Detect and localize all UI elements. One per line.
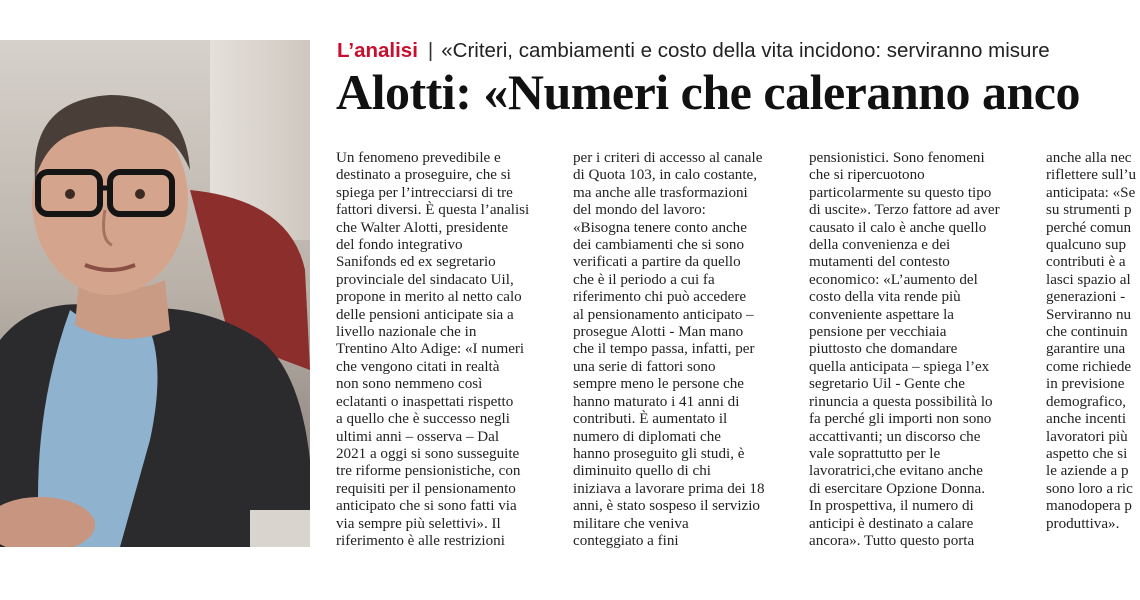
- text-line: propone in merito al netto calo: [336, 289, 522, 306]
- text-line: provinciale del sindacato Uil,: [336, 271, 514, 288]
- text-line: che si ripercuotono: [809, 167, 925, 184]
- text-line: manodopera p: [1046, 498, 1132, 515]
- text-line: produttiva».: [1046, 515, 1120, 532]
- text-line: riferimento è alle restrizioni: [336, 532, 505, 549]
- text-line: generazioni -: [1046, 289, 1126, 306]
- text-line: conteggiato a fini: [573, 532, 679, 549]
- text-line: vale soprattutto per le: [809, 445, 941, 462]
- article-column-4: [1046, 150, 1140, 533]
- kicker: [337, 36, 1050, 66]
- text-line: fa perché gli importi non sono: [809, 411, 992, 428]
- deck-quote: «Criteri, cambiamenti e costo della vita incidono: serviranno misure: [441, 39, 1050, 62]
- text-line: che Walter Alotti, presidente: [336, 219, 509, 236]
- text-line: eclatanti o inaspettati rispetto: [336, 393, 514, 410]
- text-line: ma anche alle trasformazioni: [573, 184, 748, 201]
- text-line: spiega per l’intrecciarsi di tre: [336, 184, 513, 201]
- text-line: che è il periodo a cui fa: [573, 271, 715, 288]
- text-line: pensione per vecchiaia: [809, 324, 947, 341]
- text-line: Un fenomeno prevedibile e: [336, 150, 501, 166]
- text-line: del mondo del lavoro:: [573, 202, 706, 219]
- text-line: fattori diversi. È questa l’analisi: [336, 202, 530, 219]
- text-line: garantire una: [1046, 341, 1126, 358]
- article-column-3: [809, 150, 1023, 550]
- text-line: dei cambiamenti che si sono: [573, 237, 745, 254]
- portrait-image: [0, 40, 310, 547]
- text-line: qualcuno sup: [1046, 237, 1127, 254]
- text-line: di Quota 103, in calo costante,: [573, 167, 758, 184]
- text-line: via sempre più selettivi». Il: [336, 515, 501, 532]
- text-line: che il tempo passa, infatti, per: [573, 341, 755, 358]
- text-line: contributi. È aumentato il: [573, 411, 728, 428]
- text-line: riflettere sull’u: [1046, 167, 1137, 184]
- text-line: anticipato che si sono fatti via: [336, 498, 517, 515]
- text-line: destinato a proseguire, che si: [336, 167, 511, 184]
- text-line: anticipata: «Se: [1046, 184, 1136, 201]
- text-line: mutamenti del contesto: [809, 254, 950, 271]
- text-line: hanno proseguito gli studi, è: [573, 445, 745, 462]
- text-line: rinuncia a questa possibilità lo: [809, 393, 993, 410]
- text-line: di uscite». Terzo fattore ad aver: [809, 202, 1000, 219]
- text-line: causato il calo è anche quello: [809, 219, 987, 236]
- text-line: aspetto che si: [1046, 445, 1128, 462]
- text-line: conveniente aspettare la: [809, 306, 954, 323]
- text-line: Serviranno nu: [1046, 306, 1132, 323]
- text-line: del fondo integrativo: [336, 237, 463, 254]
- text-line: militare che veniva: [573, 515, 689, 532]
- text-line: tre riforme pensionistiche, con: [336, 463, 521, 480]
- text-line: come richiede: [1046, 358, 1132, 375]
- text-line: demografico,: [1046, 393, 1127, 410]
- text-line: della convenienza e dei: [809, 237, 951, 254]
- text-line: che continuin: [1046, 324, 1128, 341]
- text-line: accattivanti; un discorso che: [809, 428, 981, 445]
- text-line: Sanifonds ed ex segretario: [336, 254, 496, 271]
- text-line: a quello che è successo negli: [336, 411, 510, 428]
- text-line: al pensionamento anticipato –: [573, 306, 754, 323]
- text-line: una serie di fattori sono: [573, 358, 716, 375]
- text-line: perché comun: [1046, 219, 1132, 236]
- text-line: quella anticipata – spiega l’ex: [809, 358, 990, 375]
- text-line: numero di diplomati che: [573, 428, 721, 445]
- text-line: verificati a partire da quello: [573, 254, 741, 271]
- text-line: in previsione: [1046, 376, 1125, 393]
- text-line: «Bisogna tenere conto anche: [573, 219, 747, 236]
- text-line: requisiti per il pensionamento: [336, 480, 516, 497]
- text-line: che vengono citati in realtà: [336, 358, 500, 375]
- section-tag: L’analisi: [337, 39, 418, 62]
- text-line: sempre meno le persone che: [573, 376, 744, 393]
- text-line: ancora». Tutto questo porta: [809, 532, 975, 549]
- text-line: di esercitare Opzione Donna.: [809, 480, 986, 497]
- text-line: particolarmente su questo tipo: [809, 184, 992, 201]
- text-line: le aziende a p: [1046, 463, 1129, 480]
- text-line: anche alla nec: [1046, 150, 1132, 166]
- text-line: 2021 a oggi si sono susseguite: [336, 445, 520, 462]
- text-line: lavoratrici,che evitano anche: [809, 463, 983, 480]
- headline: Alotti: «Numeri che caleranno anco: [336, 64, 1080, 120]
- text-line: economico: «L’aumento del: [809, 271, 978, 288]
- text-line: contributi è a: [1046, 254, 1126, 271]
- text-line: prosegue Alotti - Man mano: [573, 324, 744, 341]
- text-line: In prospettiva, il numero di: [809, 498, 974, 515]
- text-line: lavoratori più: [1046, 428, 1128, 445]
- text-line: diminuito quello di chi: [573, 463, 711, 480]
- text-line: riferimento chi può accedere: [573, 289, 747, 306]
- author-photo: [0, 40, 310, 547]
- text-line: livello nazionale che in: [336, 324, 477, 341]
- text-line: anni, è stato sospeso il servizio: [573, 498, 760, 515]
- text-line: non sono nemmeno così: [336, 376, 483, 393]
- text-line: ultimi anni – osserva – Dal: [336, 428, 500, 445]
- text-line: per i criteri di accesso al canale: [573, 150, 763, 166]
- text-line: anche incenti: [1046, 411, 1127, 428]
- text-line: Trentino Alto Adige: «I numeri: [336, 341, 525, 358]
- article-column-1: [336, 150, 550, 550]
- text-line: sono loro a ric: [1046, 480, 1133, 497]
- kicker-separator: |: [427, 39, 434, 62]
- text-line: su strumenti p: [1046, 202, 1132, 219]
- text-line: anticipi è destinato a calare: [809, 515, 974, 532]
- text-line: lasci spazio al: [1046, 271, 1131, 288]
- text-line: delle pensioni anticipate sia a: [336, 306, 514, 323]
- text-line: piuttosto che domandare: [809, 341, 958, 358]
- article-column-2: [573, 150, 787, 550]
- text-line: iniziava a lavorare prima dei 18: [573, 480, 765, 497]
- text-line: segretario Uil - Gente che: [809, 376, 965, 393]
- text-line: pensionistici. Sono fenomeni: [809, 150, 985, 166]
- text-line: hanno maturato i 41 anni di: [573, 393, 740, 410]
- text-line: costo della vita rende più: [809, 289, 961, 306]
